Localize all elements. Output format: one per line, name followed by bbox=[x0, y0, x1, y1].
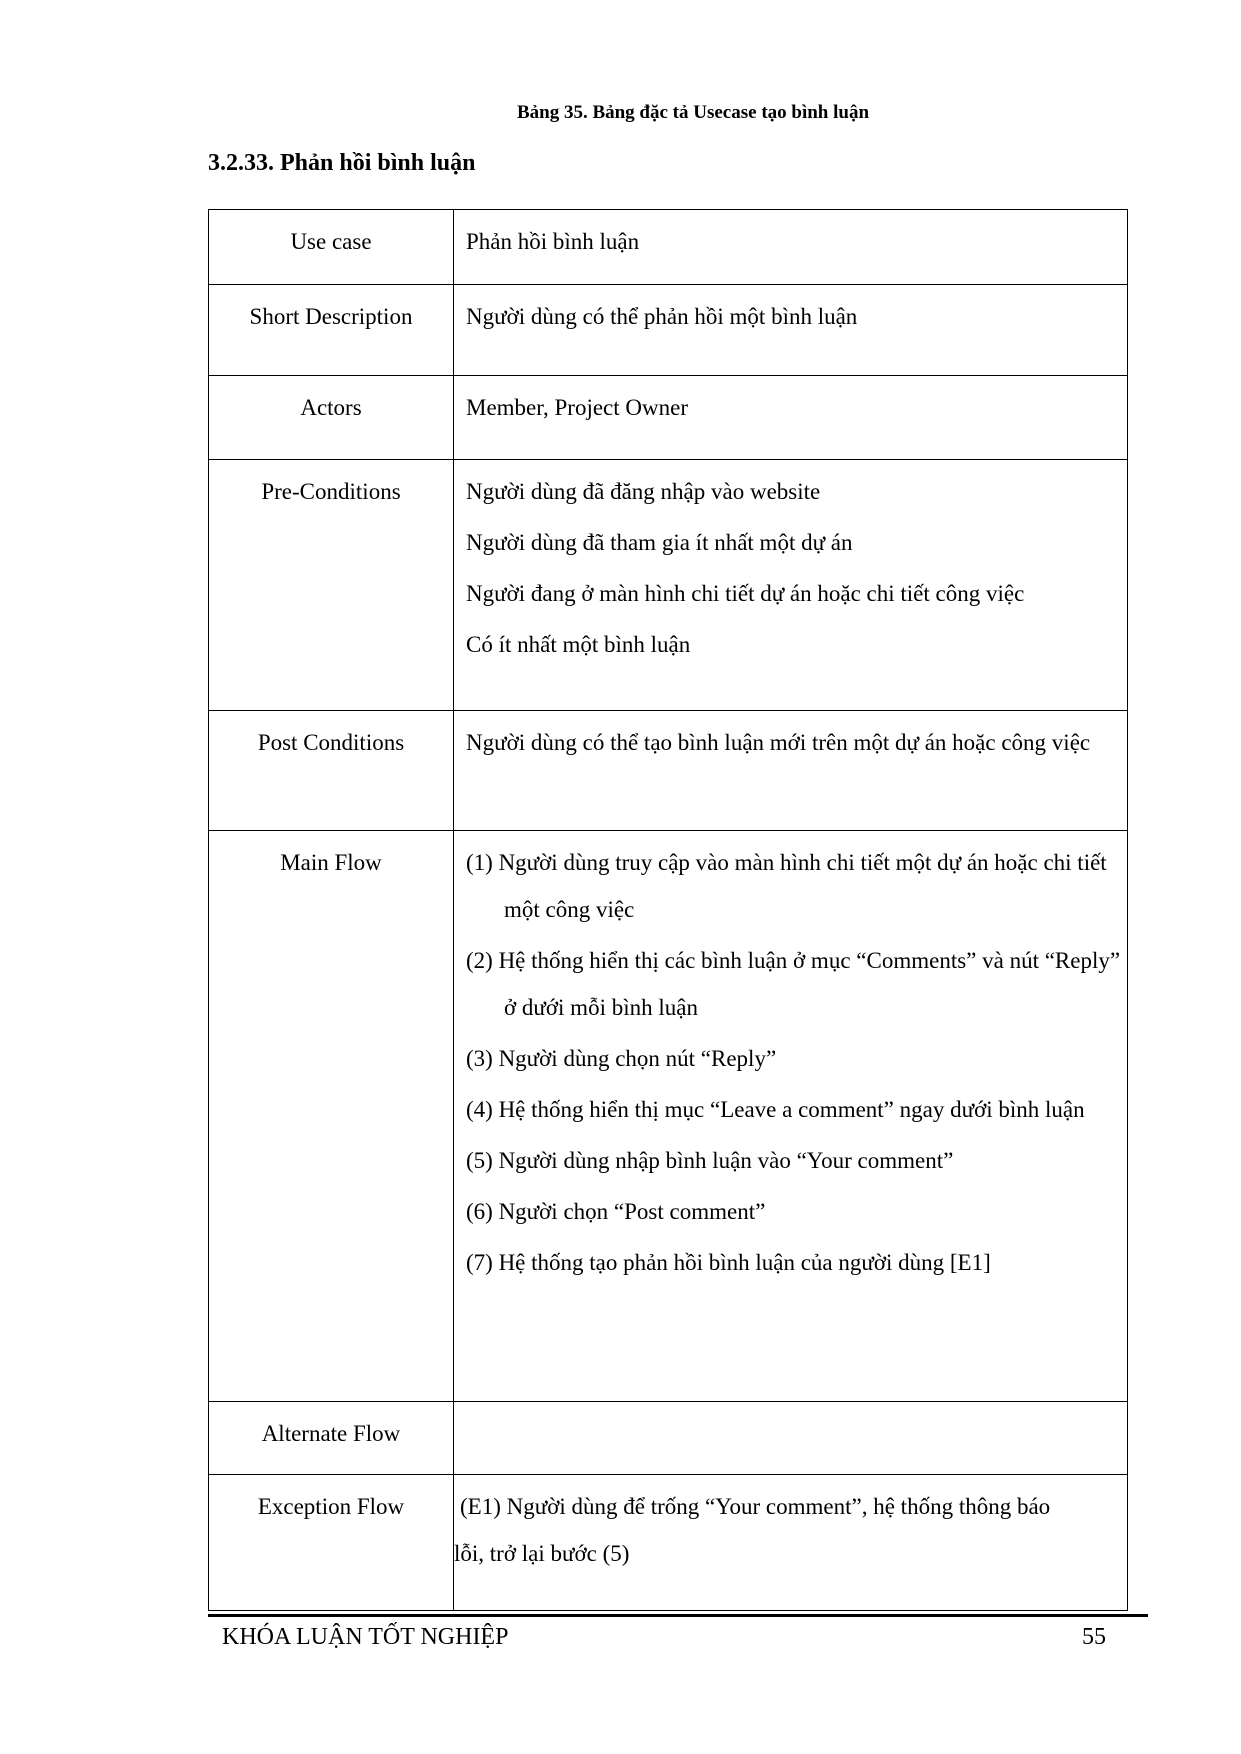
alternate-flow-label: Alternate Flow bbox=[209, 1402, 454, 1475]
table-row-pre-conditions bbox=[209, 460, 1128, 711]
actors-value: Member, Project Owner bbox=[454, 376, 1128, 460]
alternate-flow-value bbox=[454, 1402, 1128, 1475]
use-case-spec-table bbox=[208, 209, 1128, 1611]
page-number: 55 bbox=[1082, 1624, 1106, 1650]
list-item: (6) Người chọn “Post comment” bbox=[466, 1199, 766, 1224]
table-row-post-conditions bbox=[209, 711, 1128, 831]
list-item: (4) Hệ thống hiển thị mục “Leave a comment” ngay dưới bình luận bbox=[466, 1097, 1085, 1122]
short-description-label: Short Description bbox=[209, 285, 454, 376]
actors-label: Actors bbox=[209, 376, 454, 460]
section-title: 3.2.33. Phản hồi bình luận bbox=[208, 150, 476, 176]
exception-flow-value: (E1) Người dùng để trống “Your comment”, hệ thống thông báo lỗi, trở lại bước (5) bbox=[454, 1475, 1128, 1611]
table-row-short-description bbox=[209, 285, 1128, 376]
list-item: (7) Hệ thống tạo phản hồi bình luận của người dùng [E1] bbox=[466, 1250, 991, 1275]
use-case-label: Use case bbox=[209, 210, 454, 285]
short-description-value: Người dùng có thể phản hồi một bình luận bbox=[454, 285, 1128, 376]
table-row-main-flow bbox=[209, 831, 1128, 1402]
list-item: Người dùng đã đăng nhập vào website bbox=[466, 479, 821, 504]
pre-conditions-label: Pre-Conditions bbox=[209, 460, 454, 711]
list-item: (5) Người dùng nhập bình luận vào “Your comment” bbox=[466, 1148, 954, 1173]
footer-divider bbox=[208, 1614, 1148, 1617]
post-conditions-label: Post Conditions bbox=[209, 711, 454, 831]
post-conditions-value: Người dùng có thể tạo bình luận mới trên một dự án hoặc công việc bbox=[454, 711, 1128, 831]
table-row-alternate-flow bbox=[209, 1402, 1128, 1475]
main-flow-value bbox=[454, 831, 1128, 1402]
table-row-use-case bbox=[209, 210, 1128, 285]
exception-flow-label: Exception Flow bbox=[209, 1475, 454, 1611]
list-item: (3) Người dùng chọn nút “Reply” bbox=[466, 1046, 777, 1071]
table-caption: Bảng 35. Bảng đặc tả Usecase tạo bình luận bbox=[516, 102, 870, 123]
list-item: (1) Người dùng truy cập vào màn hình chi tiết một dự án hoặc chi tiết một công việc bbox=[466, 850, 1107, 922]
main-flow-label: Main Flow bbox=[209, 831, 454, 1402]
use-case-value: Phản hồi bình luận bbox=[454, 210, 1128, 285]
list-item: Có ít nhất một bình luận bbox=[466, 632, 691, 657]
list-item: Người dùng đã tham gia ít nhất một dự án bbox=[466, 530, 853, 555]
list-item: Người đang ở màn hình chi tiết dự án hoặc chi tiết công việc bbox=[466, 581, 1025, 606]
pre-conditions-value bbox=[454, 460, 1128, 711]
footer-title: KHÓA LUẬN TỐT NGHIỆP bbox=[222, 1624, 509, 1650]
table-row-actors bbox=[209, 376, 1128, 460]
table-row-exception-flow bbox=[209, 1475, 1128, 1611]
list-item: (2) Hệ thống hiển thị các bình luận ở mục “Comments” và nút “Reply” ở dưới mỗi bình luận bbox=[466, 948, 1121, 1020]
